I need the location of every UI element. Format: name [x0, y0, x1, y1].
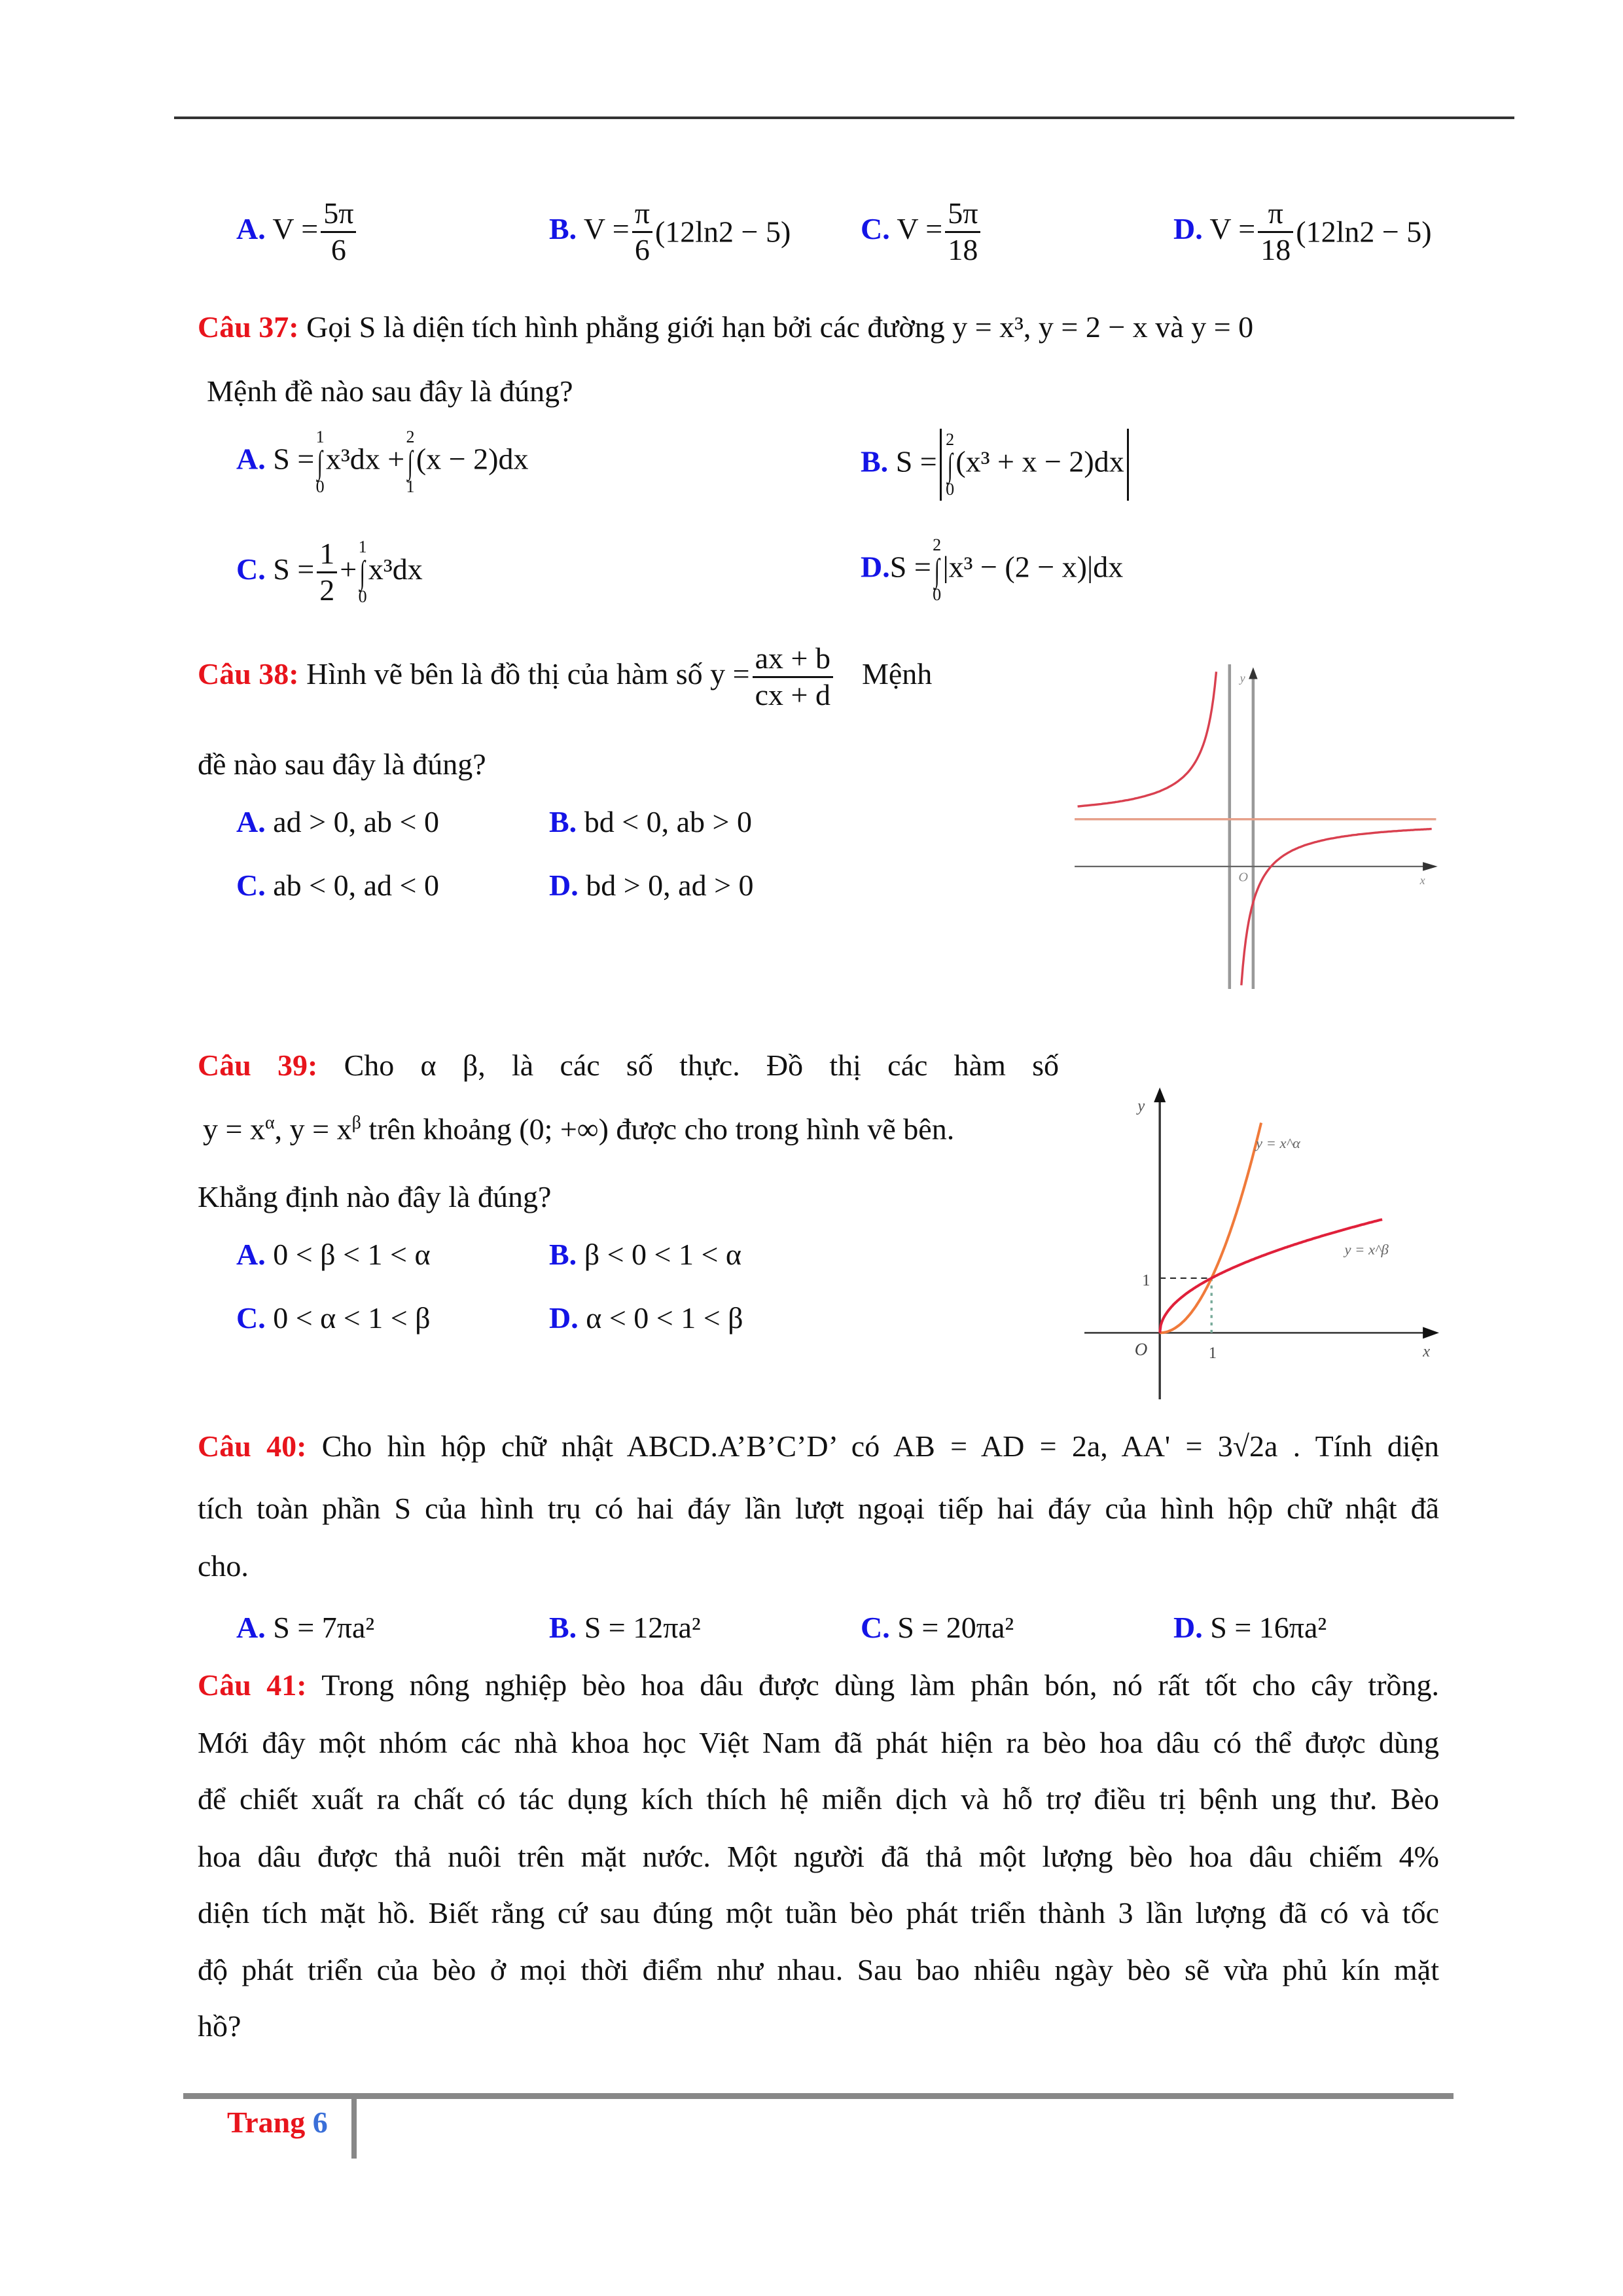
- option-label: C.: [236, 552, 266, 586]
- numerator: π: [1258, 196, 1293, 233]
- q38-option-a: [236, 807, 439, 837]
- abs-bar: [940, 429, 942, 501]
- option-text: S = 12πa²: [584, 1611, 701, 1644]
- q41-line: diện tích mặt hồ. Biết rằng cứ sau đúng một tuần bèo phát triển thành 3 lần lượng đã có và tốc: [198, 1896, 1439, 1929]
- y-axis-arrow-icon: [1249, 668, 1258, 679]
- option-label: B.: [549, 805, 577, 838]
- option-label: C.: [236, 1301, 266, 1335]
- lhs: S =: [895, 444, 937, 478]
- integral-sign-icon: ∫: [407, 444, 414, 480]
- q41-line: Mới đây một nhóm các nhà khoa học Việt Nam đã phát hiện ra bèo hoa dâu có thể được dùng: [198, 1726, 1439, 1759]
- q39-power-function-graph: [1084, 1085, 1439, 1399]
- option-label: A.: [236, 1611, 266, 1644]
- footer-divider: [351, 2093, 357, 2159]
- upper-limit: 1: [315, 427, 325, 446]
- option-label: C.: [236, 869, 266, 902]
- option-text: 0 < α < 1 < β: [273, 1301, 431, 1335]
- q38-line2: đề nào sau đây là đúng?: [198, 747, 486, 781]
- q36-option-a: [236, 196, 359, 268]
- upper-limit: 2: [946, 430, 955, 449]
- lhs: V =: [272, 211, 319, 245]
- footer-rule: [183, 2093, 1454, 2099]
- curve-beta-label: y = x^β: [1344, 1241, 1389, 1258]
- upper-limit: 1: [358, 537, 367, 557]
- option-text: ad > 0, ab < 0: [273, 805, 439, 838]
- option-text: S = 16πa²: [1210, 1611, 1327, 1644]
- q40-option-d: [1173, 1613, 1327, 1643]
- origin-label: O: [1134, 1339, 1148, 1359]
- lower-limit: 0: [946, 480, 955, 499]
- abs-bar: [1127, 429, 1129, 501]
- lower-limit: 0: [358, 587, 367, 607]
- function-beta: , y = x: [274, 1112, 352, 1146]
- option-text: α < 0 < 1 < β: [586, 1301, 743, 1335]
- question-text: Gọi S là diện tích hình phẳng giới hạn bởi các đường y = x³, y = 2 − x và y = 0: [306, 310, 1254, 344]
- numerator: 5π: [945, 196, 980, 233]
- question-text: Trong nông nghiệp bèo hoa dâu được dùng làm phân bón, nó rất tốt cho cây trồng.: [321, 1668, 1440, 1702]
- question-number: Câu 41:: [198, 1668, 307, 1702]
- option-label: B.: [861, 444, 889, 478]
- question-text: Cho α β, là các số thực. Đồ thị các hàm số: [344, 1049, 1060, 1082]
- integrand: x³dx +: [325, 442, 405, 476]
- option-label: B.: [549, 211, 577, 245]
- integral-sign-icon: ∫: [317, 444, 323, 480]
- q41-line: hoa dâu được thả nuôi trên mặt nước. Một người đã thả một lượng bèo hoa dâu chiếm 4%: [198, 1840, 1439, 1873]
- expression: (12ln2 − 5): [654, 215, 791, 249]
- exponent-beta: β: [351, 1113, 361, 1133]
- q39-line2: [203, 1114, 954, 1144]
- q36-option-c: [861, 196, 983, 268]
- denominator: cx + d: [755, 677, 830, 711]
- option-text: ab < 0, ad < 0: [273, 869, 439, 902]
- q38-option-b: [549, 807, 752, 837]
- x-axis-label: x: [1419, 873, 1425, 887]
- q39-option-d: [549, 1303, 743, 1333]
- option-label: A.: [236, 211, 266, 245]
- lhs: V =: [1209, 211, 1256, 245]
- hyperbola-left-branch: [1078, 672, 1217, 806]
- q40-line2: tích toàn phần S của hình trụ có hai đáy lần lượt ngoại tiếp hai đáy của hình hộp chữ nhật đã: [198, 1492, 1439, 1525]
- q37-option-d: [861, 537, 1123, 603]
- q39-line3: Khẳng định nào đây là đúng?: [198, 1180, 552, 1213]
- integral: [946, 431, 955, 498]
- option-text: 0 < β < 1 < α: [273, 1238, 431, 1271]
- integral-sign-icon: ∫: [934, 552, 940, 588]
- fraction: [753, 641, 833, 713]
- lhs: V =: [897, 211, 943, 245]
- option-label: D.: [861, 550, 890, 584]
- option-text: S = 7πa²: [273, 1611, 375, 1644]
- integrand: |x³ − (2 − x)|dx: [942, 550, 1124, 584]
- option-label: C.: [861, 211, 890, 245]
- q36-option-b: [549, 196, 791, 268]
- tick-label-y-1: 1: [1142, 1272, 1150, 1290]
- integral-sign-icon: ∫: [359, 554, 366, 591]
- q39-option-c: [236, 1303, 431, 1333]
- x-axis-arrow-icon: [1423, 862, 1438, 871]
- x-axis-label: x: [1423, 1342, 1431, 1361]
- q38-hyperbola-graph: [1075, 664, 1439, 989]
- question-text: Cho hìn hộp chữ nhật ABCD.A’B’C’D’ có AB = AD = 2a, AA' = 3√2a . Tính diện: [321, 1429, 1440, 1463]
- option-label: A.: [236, 1238, 266, 1271]
- option-label: D.: [549, 869, 579, 902]
- q36-option-d: [1173, 196, 1432, 268]
- numerator: π: [632, 196, 652, 233]
- question-text-end: Mệnh: [861, 656, 933, 691]
- expression: (12ln2 − 5): [1296, 215, 1432, 249]
- exponent-alpha: α: [264, 1113, 275, 1133]
- numerator: 5π: [321, 196, 356, 233]
- integral-sign-icon: ∫: [947, 446, 953, 483]
- denominator: 2: [319, 573, 335, 607]
- denominator: 18: [1260, 232, 1291, 266]
- function-alpha: y = x: [203, 1112, 265, 1146]
- question-number: Câu 39:: [198, 1049, 318, 1082]
- page-number: 6: [312, 2106, 328, 2139]
- q41-last-line: hồ?: [198, 2009, 241, 2043]
- lhs: S =: [273, 552, 315, 586]
- q37-stem: [198, 312, 1253, 342]
- option-text: β < 0 < 1 < α: [584, 1238, 742, 1271]
- upper-limit: 2: [406, 427, 415, 446]
- denominator: 18: [948, 232, 978, 266]
- integrand: x³dx: [368, 552, 423, 586]
- q39-option-b: [549, 1240, 741, 1270]
- q40-option-b: [549, 1613, 701, 1643]
- option-label: D.: [1173, 211, 1203, 245]
- integral: [406, 429, 415, 495]
- q40-line1: [198, 1431, 1439, 1462]
- lower-limit: 0: [315, 477, 325, 496]
- numerator: 1: [317, 537, 337, 573]
- q37-option-b: [861, 429, 1132, 501]
- y-axis-label: y: [1137, 1097, 1145, 1115]
- q41-line: để chiết xuất ra chất có tác dụng kích thích hệ miễn dịch và hỗ trợ điều trị bệnh ung thư. Bèo: [198, 1782, 1439, 1816]
- q41-line: độ phát triển của bèo ở mọi thời điểm như nhau. Sau bao nhiêu ngày bèo sẽ vừa phủ kín mặt: [198, 1953, 1439, 1986]
- option-label: A.: [236, 442, 266, 476]
- fraction: [632, 196, 652, 268]
- x-axis-arrow-icon: [1423, 1327, 1439, 1338]
- q40-option-a: [236, 1613, 374, 1643]
- integrand: (x − 2)dx: [416, 442, 529, 476]
- option-text: S = 20πa²: [897, 1611, 1014, 1644]
- fraction: [321, 196, 356, 268]
- lhs: V =: [583, 211, 630, 245]
- option-label: B.: [549, 1238, 577, 1271]
- lhs: S =: [889, 550, 931, 584]
- fraction: [1258, 196, 1293, 268]
- option-label: C.: [861, 1611, 890, 1644]
- q37-option-c: [236, 537, 423, 608]
- integral: [315, 429, 325, 495]
- integrand: (x³ + x − 2)dx: [955, 444, 1124, 478]
- lower-limit: 0: [933, 585, 942, 604]
- lower-limit: 1: [406, 477, 415, 496]
- q40-option-c: [861, 1613, 1014, 1643]
- y-axis-label: y: [1240, 672, 1245, 685]
- question-number: Câu 40:: [198, 1429, 307, 1463]
- page-footer: [227, 2108, 328, 2138]
- option-label: D.: [549, 1301, 579, 1335]
- y-axis-arrow-icon: [1154, 1088, 1166, 1103]
- option-text: bd > 0, ad > 0: [586, 869, 754, 902]
- header-rule: [174, 117, 1514, 119]
- fraction: [945, 196, 980, 268]
- q37-prompt: Mệnh đề nào sau đây là đúng?: [207, 374, 573, 408]
- option-label: D.: [1173, 1611, 1203, 1644]
- q38-option-c: [236, 870, 439, 901]
- q38-stem: [198, 641, 932, 713]
- question-text: Hình vẽ bên là đồ thị của hàm số y =: [306, 656, 750, 691]
- lhs: S =: [273, 442, 315, 476]
- option-label: B.: [549, 1611, 577, 1644]
- q39-line1: [198, 1050, 1059, 1081]
- curve-x-beta: [1160, 1219, 1382, 1333]
- question-text: trên khoảng (0; +∞) được cho trong hình vẽ bên.: [361, 1112, 955, 1146]
- plus: +: [340, 552, 357, 586]
- fraction: [317, 537, 337, 608]
- option-text: bd < 0, ab > 0: [584, 805, 752, 838]
- q41-line1: [198, 1670, 1439, 1700]
- question-number: Câu 37:: [198, 310, 299, 344]
- option-label: A.: [236, 805, 266, 838]
- origin-label: O: [1238, 870, 1248, 885]
- integral: [358, 539, 367, 605]
- denominator: 6: [634, 232, 650, 266]
- q37-option-a: [236, 429, 529, 495]
- question-number: Câu 38:: [198, 656, 299, 691]
- integral: [933, 537, 942, 603]
- curve-alpha-label: y = x^α: [1255, 1135, 1300, 1152]
- numerator: ax + b: [753, 641, 833, 678]
- denominator: 6: [330, 232, 346, 266]
- q38-option-d: [549, 870, 754, 901]
- q40-line3: cho.: [198, 1549, 249, 1583]
- upper-limit: 2: [933, 535, 942, 554]
- tick-label-x-1: 1: [1208, 1344, 1217, 1362]
- hyperbola-right-branch: [1241, 829, 1432, 986]
- q39-option-a: [236, 1240, 431, 1270]
- page-word: Trang: [227, 2106, 306, 2139]
